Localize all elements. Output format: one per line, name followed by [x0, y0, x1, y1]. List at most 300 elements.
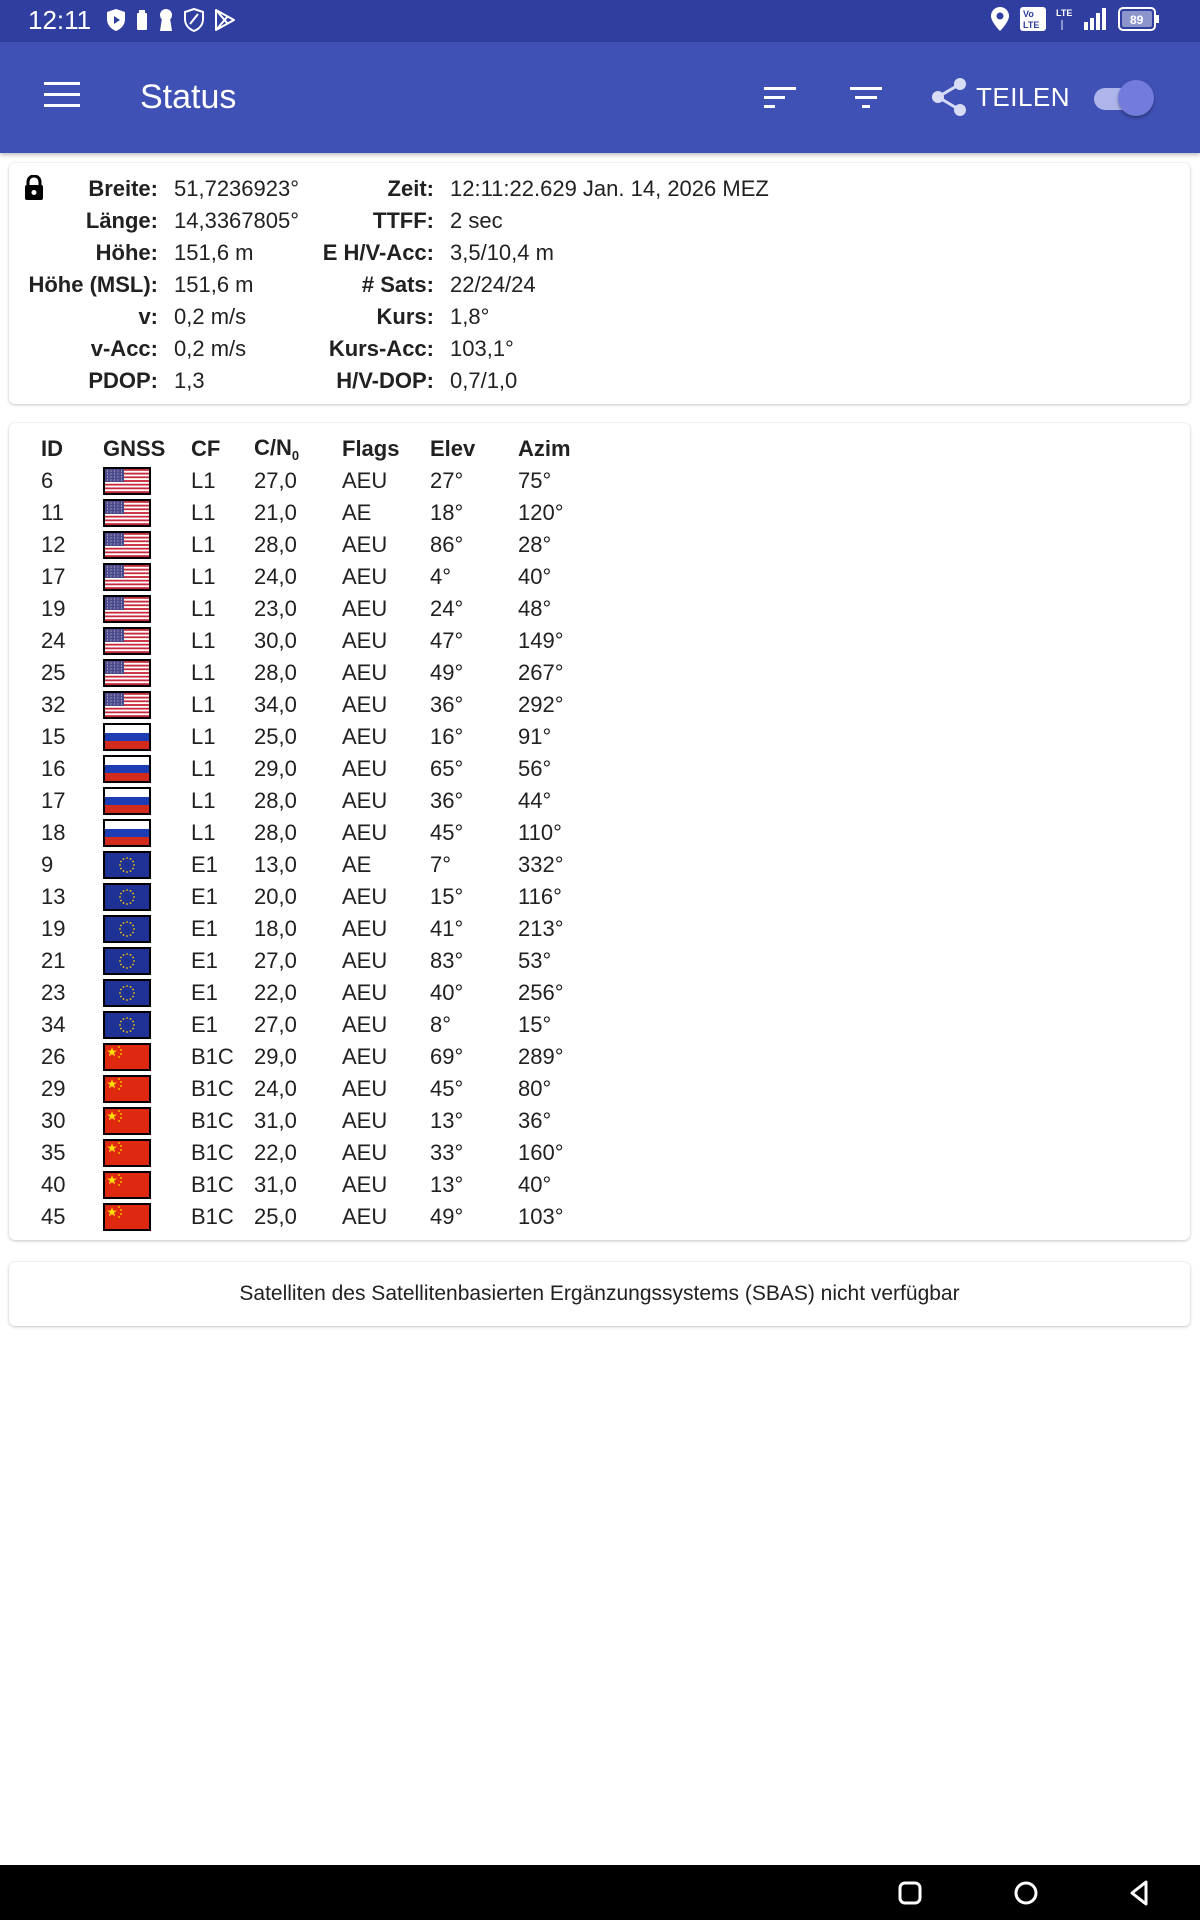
- cell-gnss: [103, 945, 191, 977]
- table-row: [41, 1201, 598, 1233]
- cell-gnss: [103, 497, 191, 529]
- sbas-message: Satelliten des Satellitenbasierten Ergänzungssystems (SBAS) nicht verfügbar: [239, 1282, 960, 1305]
- cell-cn0: 28,0: [254, 532, 297, 557]
- cell-id: 15: [41, 724, 66, 749]
- cell-cf: L1: [191, 756, 216, 781]
- cell-gnss: [103, 1201, 191, 1233]
- cell-flags: AEU: [342, 660, 388, 685]
- cell-flags: AE: [342, 500, 372, 525]
- cell-elev: 33°: [430, 1140, 464, 1165]
- cell-flags: AEU: [342, 692, 388, 717]
- gps-toggle-switch[interactable]: [1094, 80, 1154, 118]
- cell-gnss: [103, 817, 191, 849]
- cell-flags: AEU: [342, 724, 388, 749]
- field-value: 1,3: [174, 368, 205, 393]
- eu-flag-icon: [103, 851, 151, 879]
- lte-icon: [1056, 6, 1074, 32]
- clock: 12:11: [28, 5, 92, 35]
- usa-flag-icon: [103, 627, 151, 655]
- cell-flags: AEU: [342, 1012, 388, 1037]
- field-value: 103,1°: [450, 336, 514, 361]
- cell-cn0: 28,0: [254, 820, 297, 845]
- cell-azim: 40°: [518, 1172, 552, 1197]
- position-field: [9, 333, 299, 365]
- status-bar: [0, 0, 1200, 42]
- cell-cf: L1: [191, 628, 216, 653]
- cell-id: 16: [41, 756, 66, 781]
- header-azim: Azim: [518, 436, 571, 461]
- cell-id: 19: [41, 916, 66, 941]
- table-row: [41, 977, 598, 1009]
- usa-flag-icon: [103, 467, 151, 495]
- cell-flags: AEU: [342, 596, 388, 621]
- cell-cn0: 21,0: [254, 500, 297, 525]
- share-button[interactable]: [928, 76, 1070, 118]
- position-field: [279, 205, 769, 237]
- header-cn0: [254, 433, 342, 465]
- table-row: [41, 1009, 598, 1041]
- eu-flag-icon: [103, 979, 151, 1007]
- shield-outline-icon: [184, 8, 204, 32]
- cell-id: 40: [41, 1172, 66, 1197]
- cell-elev: 7°: [430, 852, 452, 877]
- cell-azim: 267°: [518, 660, 564, 685]
- app-bar: [0, 42, 1200, 153]
- field-label: H/V-DOP:: [336, 368, 434, 393]
- cell-elev: 13°: [430, 1172, 464, 1197]
- position-left-column: [9, 173, 299, 397]
- header-cf: CF: [191, 436, 221, 461]
- russia-flag-icon: [103, 787, 151, 815]
- cell-cn0: 20,0: [254, 884, 297, 909]
- header-gnss: GNSS: [103, 436, 166, 461]
- cell-azim: 15°: [518, 1012, 552, 1037]
- keyhole-icon: [158, 8, 174, 32]
- position-field: [9, 205, 299, 237]
- battery-small-icon: [136, 9, 148, 31]
- signal-icon: [1084, 8, 1108, 30]
- cell-cf: E1: [191, 948, 218, 973]
- cell-azim: 48°: [518, 596, 552, 621]
- hamburger-menu-icon: [44, 82, 80, 107]
- cell-elev: 13°: [430, 1108, 464, 1133]
- cell-cn0: 25,0: [254, 724, 297, 749]
- usa-flag-icon: [103, 691, 151, 719]
- cell-cf: E1: [191, 916, 218, 941]
- cell-azim: 116°: [518, 884, 562, 909]
- cell-cf: L1: [191, 692, 216, 717]
- table-row: [41, 913, 598, 945]
- cell-id: 34: [41, 1012, 66, 1037]
- cell-cn0: 22,0: [254, 1140, 297, 1165]
- field-value: 22/24/24: [450, 272, 536, 297]
- toggle-thumb: [1118, 80, 1154, 116]
- cell-azim: 160°: [518, 1140, 564, 1165]
- cell-cf: E1: [191, 852, 218, 877]
- filter-icon: [848, 86, 884, 112]
- cell-cn0: 31,0: [254, 1172, 297, 1197]
- position-field: [9, 301, 299, 333]
- share-icon: [928, 76, 970, 118]
- position-right-column: [279, 173, 769, 397]
- field-value: 0,2 m/s: [174, 336, 247, 361]
- cell-elev: 36°: [430, 788, 464, 813]
- cell-gnss: [103, 593, 191, 625]
- cell-gnss: [103, 849, 191, 881]
- field-value: 0,2 m/s: [174, 304, 247, 329]
- cell-cn0: 27,0: [254, 948, 297, 973]
- field-label: Höhe:: [95, 240, 158, 265]
- field-value: 12:11:22.629 Jan. 14, 2026 MEZ: [450, 176, 769, 201]
- cell-cf: B1C: [191, 1076, 234, 1101]
- field-label: v:: [138, 304, 158, 329]
- cell-id: 25: [41, 660, 66, 685]
- field-label: # Sats:: [361, 272, 434, 297]
- cell-cf: B1C: [191, 1140, 234, 1165]
- cell-elev: 18°: [430, 500, 464, 525]
- cell-elev: 4°: [430, 564, 452, 589]
- china-flag-icon: [103, 1203, 151, 1231]
- cell-cf: E1: [191, 980, 218, 1005]
- sort-button[interactable]: [764, 86, 800, 112]
- table-row: [41, 1137, 598, 1169]
- cell-elev: 27°: [430, 468, 464, 493]
- position-field: [279, 333, 769, 365]
- table-row: [41, 465, 598, 497]
- position-field: [9, 237, 299, 269]
- cell-gnss: [103, 465, 191, 497]
- cell-azim: 256°: [518, 980, 564, 1005]
- cell-elev: 47°: [430, 628, 464, 653]
- battery-icon: [1118, 7, 1160, 31]
- eu-flag-icon: [103, 915, 151, 943]
- position-field: [9, 365, 299, 397]
- cell-azim: 292°: [518, 692, 564, 717]
- cell-flags: AEU: [342, 980, 388, 1005]
- cell-id: 11: [41, 500, 64, 525]
- usa-flag-icon: [103, 499, 151, 527]
- home-button[interactable]: [1012, 1879, 1040, 1907]
- cell-cf: B1C: [191, 1108, 234, 1133]
- svg-text:LTE: LTE: [1023, 20, 1040, 30]
- recents-icon: [896, 1879, 924, 1907]
- cell-id: 29: [41, 1076, 66, 1101]
- back-icon: [1126, 1879, 1154, 1907]
- field-value: 1,8°: [450, 304, 490, 329]
- cell-cn0: 31,0: [254, 1108, 297, 1133]
- table-row: [41, 1073, 598, 1105]
- cell-cf: L1: [191, 788, 216, 813]
- header-cn0-main: C/N: [254, 435, 292, 460]
- cell-cn0: 28,0: [254, 660, 297, 685]
- cell-id: 13: [41, 884, 66, 909]
- table-row: [41, 657, 598, 689]
- cell-flags: AEU: [342, 1108, 388, 1133]
- cell-flags: AEU: [342, 564, 388, 589]
- cell-cn0: 27,0: [254, 468, 297, 493]
- field-value: 51,7236923°: [174, 176, 300, 201]
- cell-elev: 41°: [430, 916, 464, 941]
- field-label: Breite:: [88, 176, 158, 201]
- cell-gnss: [103, 625, 191, 657]
- cell-id: 35: [41, 1140, 66, 1165]
- table-row: [41, 625, 598, 657]
- cell-flags: AEU: [342, 916, 388, 941]
- cell-elev: 45°: [430, 820, 464, 845]
- cell-elev: 24°: [430, 596, 464, 621]
- cell-elev: 36°: [430, 692, 464, 717]
- cell-elev: 45°: [430, 1076, 464, 1101]
- cell-elev: 49°: [430, 660, 464, 685]
- china-flag-icon: [103, 1171, 151, 1199]
- cell-gnss: [103, 657, 191, 689]
- cell-cn0: 27,0: [254, 1012, 297, 1037]
- home-icon: [1012, 1879, 1040, 1907]
- position-field: [279, 301, 769, 333]
- sort-icon: [764, 86, 800, 112]
- eu-flag-icon: [103, 947, 151, 975]
- header-flags: Flags: [342, 436, 400, 461]
- position-field: [9, 173, 299, 205]
- cell-gnss: [103, 913, 191, 945]
- cell-flags: AEU: [342, 1076, 388, 1101]
- china-flag-icon: [103, 1139, 151, 1167]
- sbas-card: [9, 1262, 1190, 1326]
- cell-azim: 28°: [518, 532, 552, 557]
- cell-id: 23: [41, 980, 66, 1005]
- field-label: E H/V-Acc:: [322, 240, 434, 265]
- eu-flag-icon: [103, 883, 151, 911]
- cell-id: 6: [41, 468, 54, 493]
- cell-cn0: 18,0: [254, 916, 297, 941]
- cell-id: 18: [41, 820, 66, 845]
- cell-gnss: [103, 1073, 191, 1105]
- cell-cf: L1: [191, 468, 216, 493]
- cell-gnss: [103, 1105, 191, 1137]
- cell-azim: 40°: [518, 564, 552, 589]
- table-row: [41, 1169, 598, 1201]
- cell-elev: 8°: [430, 1012, 452, 1037]
- cell-cf: L1: [191, 532, 216, 557]
- field-label: Höhe (MSL):: [28, 272, 158, 297]
- cell-gnss: [103, 721, 191, 753]
- svg-text:LTE: LTE: [1056, 8, 1073, 18]
- table-row: [41, 721, 598, 753]
- cell-cn0: 29,0: [254, 756, 297, 781]
- cell-azim: 332°: [518, 852, 564, 877]
- cell-cn0: 29,0: [254, 1044, 297, 1069]
- header-elev: Elev: [430, 436, 476, 461]
- cell-elev: 65°: [430, 756, 464, 781]
- cell-cn0: 22,0: [254, 980, 297, 1005]
- cell-id: 30: [41, 1108, 66, 1133]
- menu-button[interactable]: [44, 82, 80, 112]
- field-value: 3,5/10,4 m: [450, 240, 554, 265]
- cell-flags: AE: [342, 852, 372, 877]
- recents-button[interactable]: [896, 1879, 924, 1907]
- cell-cn0: 24,0: [254, 1076, 297, 1101]
- cell-id: 26: [41, 1044, 66, 1069]
- field-label: v-Acc:: [90, 336, 158, 361]
- cell-id: 12: [41, 532, 66, 557]
- cell-elev: 83°: [430, 948, 464, 973]
- cell-gnss: [103, 1169, 191, 1201]
- field-value: 151,6 m: [174, 272, 254, 297]
- table-row: [41, 945, 598, 977]
- filter-button[interactable]: [848, 86, 884, 112]
- cell-azim: 213°: [518, 916, 564, 941]
- location-icon: [990, 6, 1010, 32]
- cell-flags: AEU: [342, 756, 388, 781]
- field-value: 14,3367805°: [174, 208, 300, 233]
- cell-id: 24: [41, 628, 66, 653]
- navigation-bar: [0, 1865, 1200, 1920]
- volte-icon: [1020, 7, 1046, 31]
- cell-azim: 149°: [518, 628, 564, 653]
- cell-cf: E1: [191, 884, 218, 909]
- cell-cn0: 28,0: [254, 788, 297, 813]
- table-row: [41, 785, 598, 817]
- cell-flags: AEU: [342, 1204, 388, 1229]
- field-label: Kurs-Acc:: [328, 336, 434, 361]
- cell-gnss: [103, 561, 191, 593]
- cell-cn0: 23,0: [254, 596, 297, 621]
- cell-azim: 103°: [518, 1204, 564, 1229]
- cell-flags: AEU: [342, 884, 388, 909]
- cell-cn0: 34,0: [254, 692, 297, 717]
- cell-id: 17: [41, 564, 66, 589]
- header-cn0-sub: 0: [291, 448, 300, 463]
- position-field: [9, 269, 299, 301]
- cell-azim: 53°: [518, 948, 552, 973]
- cell-flags: AEU: [342, 532, 388, 557]
- cell-cf: B1C: [191, 1172, 234, 1197]
- china-flag-icon: [103, 1043, 151, 1071]
- cell-gnss: [103, 1009, 191, 1041]
- cell-azim: 289°: [518, 1044, 564, 1069]
- table-row: [41, 497, 598, 529]
- cell-gnss: [103, 881, 191, 913]
- cell-gnss: [103, 785, 191, 817]
- russia-flag-icon: [103, 723, 151, 751]
- table-row: [41, 593, 598, 625]
- usa-flag-icon: [103, 531, 151, 559]
- field-value: 151,6 m: [174, 240, 254, 265]
- cell-id: 19: [41, 596, 66, 621]
- field-label: Kurs:: [376, 304, 434, 329]
- cell-id: 17: [41, 788, 66, 813]
- satellite-card: [9, 423, 1190, 1240]
- position-field: [279, 269, 769, 301]
- cell-cf: L1: [191, 564, 216, 589]
- cell-cn0: 30,0: [254, 628, 297, 653]
- cell-id: 21: [41, 948, 66, 973]
- table-header-row: [41, 433, 598, 465]
- table-row: [41, 1105, 598, 1137]
- cell-elev: 49°: [430, 1204, 464, 1229]
- field-label: TTFF:: [372, 208, 434, 233]
- page-title: Status: [140, 78, 237, 116]
- cell-id: 45: [41, 1204, 66, 1229]
- cell-azim: 110°: [518, 820, 562, 845]
- cell-cf: B1C: [191, 1204, 234, 1229]
- cell-azim: 44°: [518, 788, 552, 813]
- russia-flag-icon: [103, 755, 151, 783]
- cell-gnss: [103, 1137, 191, 1169]
- field-label: Zeit:: [387, 176, 434, 201]
- cell-cf: L1: [191, 820, 216, 845]
- usa-flag-icon: [103, 563, 151, 591]
- table-row: [41, 689, 598, 721]
- satellite-table: [41, 433, 598, 1233]
- usa-flag-icon: [103, 595, 151, 623]
- eu-flag-icon: [103, 1011, 151, 1039]
- header-id: ID: [41, 436, 63, 461]
- cell-elev: 16°: [430, 724, 464, 749]
- svg-text:Vo: Vo: [1023, 9, 1034, 19]
- table-row: [41, 817, 598, 849]
- cell-cf: E1: [191, 1012, 218, 1037]
- cell-cf: B1C: [191, 1044, 234, 1069]
- cell-gnss: [103, 977, 191, 1009]
- position-card: [9, 163, 1190, 404]
- cell-elev: 40°: [430, 980, 464, 1005]
- table-row: [41, 561, 598, 593]
- table-row: [41, 1041, 598, 1073]
- field-label: Länge:: [85, 208, 158, 233]
- cell-gnss: [103, 689, 191, 721]
- cell-flags: AEU: [342, 628, 388, 653]
- table-row: [41, 881, 598, 913]
- battery-level: 89: [1130, 13, 1144, 27]
- cell-azim: 80°: [518, 1076, 552, 1101]
- cell-gnss: [103, 1041, 191, 1073]
- field-value: 2 sec: [450, 208, 503, 233]
- cell-cn0: 25,0: [254, 1204, 297, 1229]
- cell-cf: L1: [191, 660, 216, 685]
- play-store-icon: [214, 8, 236, 32]
- cell-azim: 75°: [518, 468, 552, 493]
- usa-flag-icon: [103, 659, 151, 687]
- back-button[interactable]: [1126, 1879, 1154, 1907]
- cell-gnss: [103, 753, 191, 785]
- field-label: PDOP:: [88, 368, 158, 393]
- cell-flags: AEU: [342, 1172, 388, 1197]
- cell-azim: 120°: [518, 500, 564, 525]
- cell-azim: 56°: [518, 756, 552, 781]
- china-flag-icon: [103, 1075, 151, 1103]
- share-label: TEILEN: [976, 81, 1071, 112]
- cell-cn0: 13,0: [254, 852, 297, 877]
- cell-cf: L1: [191, 724, 216, 749]
- cell-flags: AEU: [342, 820, 388, 845]
- table-row: [41, 849, 598, 881]
- cell-cf: L1: [191, 500, 216, 525]
- cell-flags: AEU: [342, 1044, 388, 1069]
- cell-elev: 69°: [430, 1044, 464, 1069]
- cell-cn0: 24,0: [254, 564, 297, 589]
- china-flag-icon: [103, 1107, 151, 1135]
- shield-play-icon: [106, 8, 126, 32]
- cell-flags: AEU: [342, 788, 388, 813]
- cell-cf: L1: [191, 596, 216, 621]
- cell-gnss: [103, 529, 191, 561]
- field-value: 0,7/1,0: [450, 368, 518, 393]
- cell-flags: AEU: [342, 468, 388, 493]
- table-row: [41, 529, 598, 561]
- cell-id: 32: [41, 692, 66, 717]
- russia-flag-icon: [103, 819, 151, 847]
